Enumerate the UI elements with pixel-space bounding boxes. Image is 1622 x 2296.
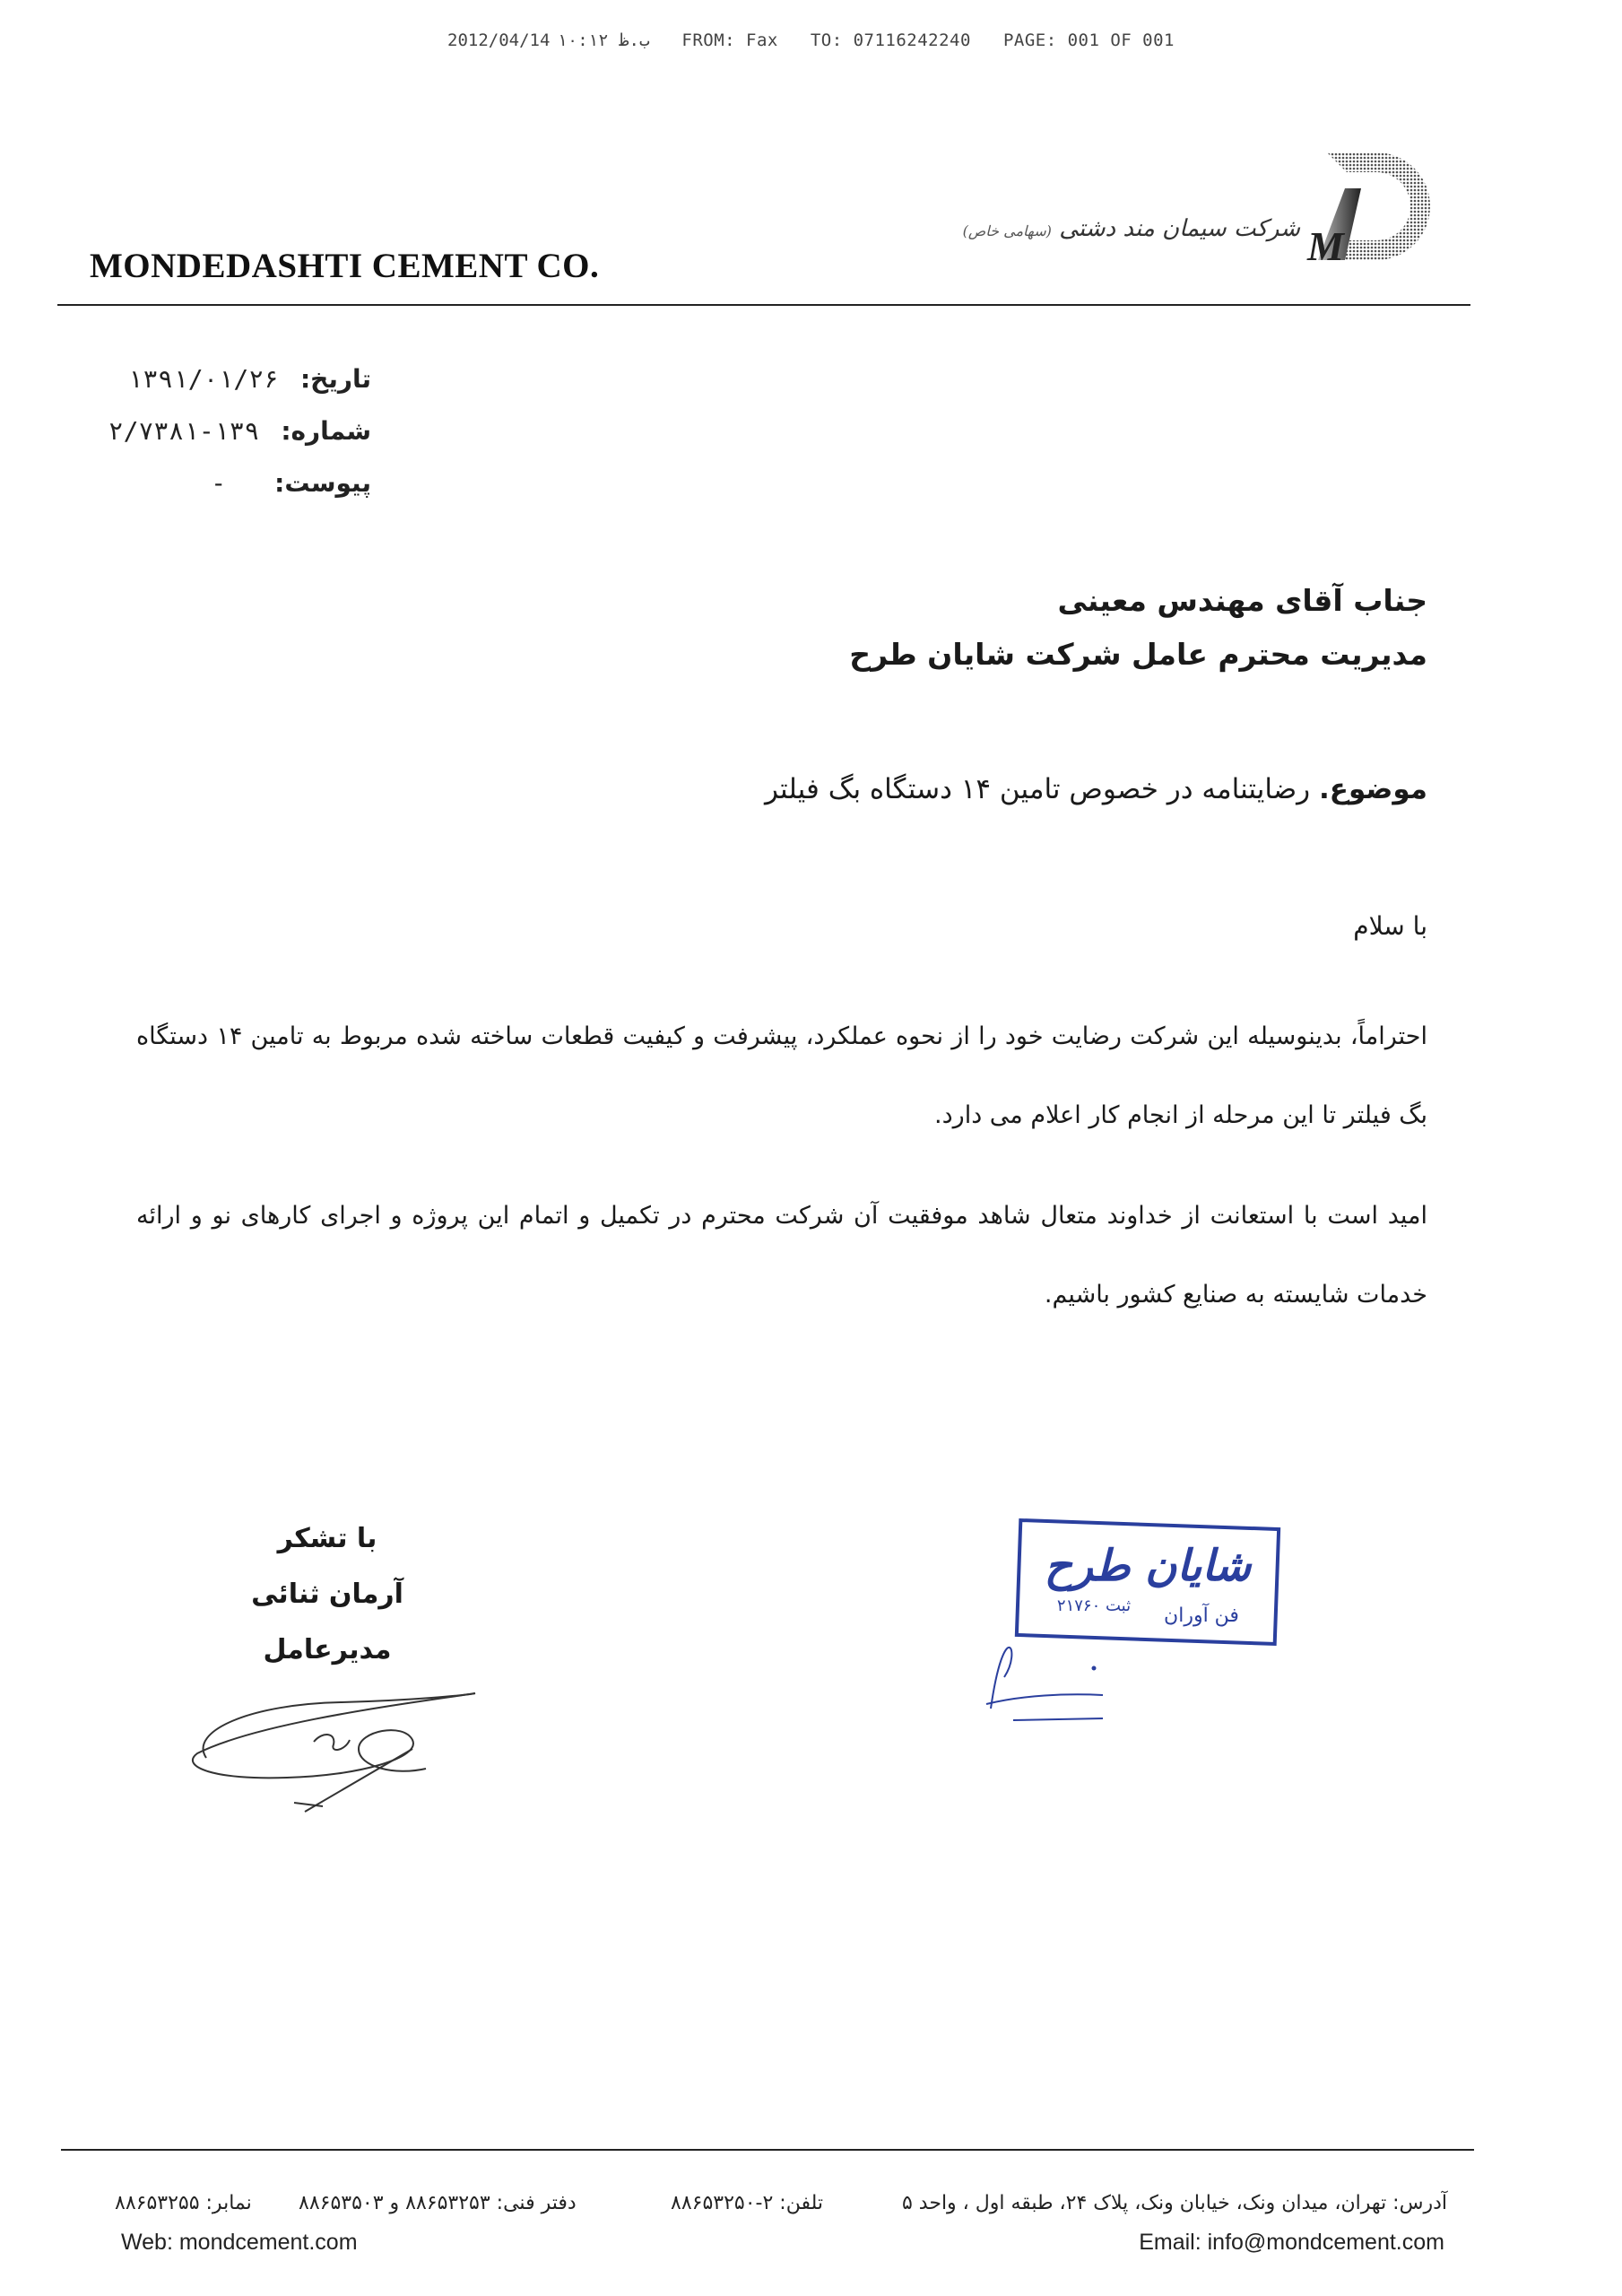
attachment-value: - bbox=[211, 468, 227, 498]
number-row bbox=[108, 416, 371, 446]
fax-header bbox=[0, 30, 1622, 50]
fax-page: PAGE: 001 OF 001 bbox=[1002, 30, 1175, 50]
fax-date: 2012/04/14 bbox=[447, 30, 551, 50]
number-label: شماره: bbox=[281, 416, 371, 446]
footer-email: Email: info@mondcement.com bbox=[1139, 2230, 1444, 2255]
number-value: ۱۳۹-۲/۷۳۸۱ bbox=[108, 416, 260, 446]
body-paragraph: امید است با استعانت از خداوند متعال شاهد موفقیت آن شرکت محترم در تکمیل و اتمام این پروژه و اجرای کارهای نو و ارائه خدمات شایسته به صنایع کشور باشیم. bbox=[136, 1202, 1427, 1309]
signatory-name: آرمان ثنائی bbox=[251, 1578, 403, 1610]
company-name-english: MONDEDASHTI CEMENT CO. bbox=[90, 247, 600, 285]
footer-divider bbox=[61, 2149, 1474, 2151]
subject-label: موضوع. bbox=[1319, 773, 1427, 805]
closing-block bbox=[206, 1511, 448, 1678]
date-value: ۱۳۹۱/۰۱/۲۶ bbox=[127, 364, 279, 394]
greeting: با سلام bbox=[1353, 911, 1427, 941]
letterhead-divider bbox=[57, 304, 1470, 306]
stamp-registration: ثبت ۲۱۷۶۰ bbox=[1056, 1596, 1132, 1615]
footer-phone: تلفن: ۲-۸۸۶۵۳۲۵۰ bbox=[671, 2192, 823, 2214]
recipient-title: مدیریت محترم عامل شرکت شایان طرح bbox=[849, 637, 1427, 672]
body-paragraph: احتراماً، بدینوسیله این شرکت رضایت خود را از نحوه عملکرد، پیشرفت و کیفیت قطعات ساخته شده مربوط به تامین ۱۴ دستگاه بگ فیلتر تا این مرحله از انجام کار اعلام می دارد. bbox=[136, 1022, 1427, 1129]
company-type: (سهامی خاص) bbox=[962, 222, 1052, 239]
footer-address: آدرس: تهران، میدان ونک، خیابان ونک، پلاک ۲۴، طبقه اول ، واحد ۵ bbox=[901, 2192, 1447, 2214]
attachment-label: پیوست: bbox=[274, 468, 371, 498]
signatory-title: مدیرعامل bbox=[263, 1634, 392, 1665]
company-name-fa-text: شرکت سیمان مند دشتی bbox=[1059, 215, 1300, 242]
subject-line bbox=[765, 773, 1427, 805]
closing-thanks: با تشکر bbox=[277, 1523, 377, 1554]
footer-tech-office: دفتر فنی: ۸۸۶۵۳۲۵۳ و ۸۸۶۵۳۵۰۳ bbox=[299, 2192, 577, 2214]
logo-letter: M bbox=[1307, 223, 1344, 269]
stamp-company: شایان طرح bbox=[1044, 1541, 1252, 1591]
footer-web: Web: mondcement.com bbox=[121, 2230, 358, 2255]
attachment-row bbox=[211, 468, 371, 498]
fax-to: TO: 07116242240 bbox=[810, 30, 971, 50]
recipient-name: جناب آقای مهندس معینی bbox=[1057, 583, 1427, 618]
subject-text: رضایتنامه در خصوص تامین ۱۴ دستگاه بگ فیلتر bbox=[764, 773, 1311, 805]
footer-fax: نمابر: ۸۸۶۵۳۲۵۵ bbox=[115, 2192, 252, 2214]
stamp-subtitle: فن آوران bbox=[1164, 1605, 1239, 1627]
handwritten-signature bbox=[179, 1668, 484, 1824]
company-stamp bbox=[968, 1516, 1291, 1735]
company-logo bbox=[1291, 135, 1453, 273]
fax-time: ب.ظ ۱۰:۱۲ bbox=[557, 30, 650, 50]
date-label: تاریخ: bbox=[299, 364, 371, 394]
date-row bbox=[127, 364, 371, 394]
fax-from: FROM: Fax bbox=[681, 30, 778, 50]
company-name-persian bbox=[962, 215, 1300, 242]
